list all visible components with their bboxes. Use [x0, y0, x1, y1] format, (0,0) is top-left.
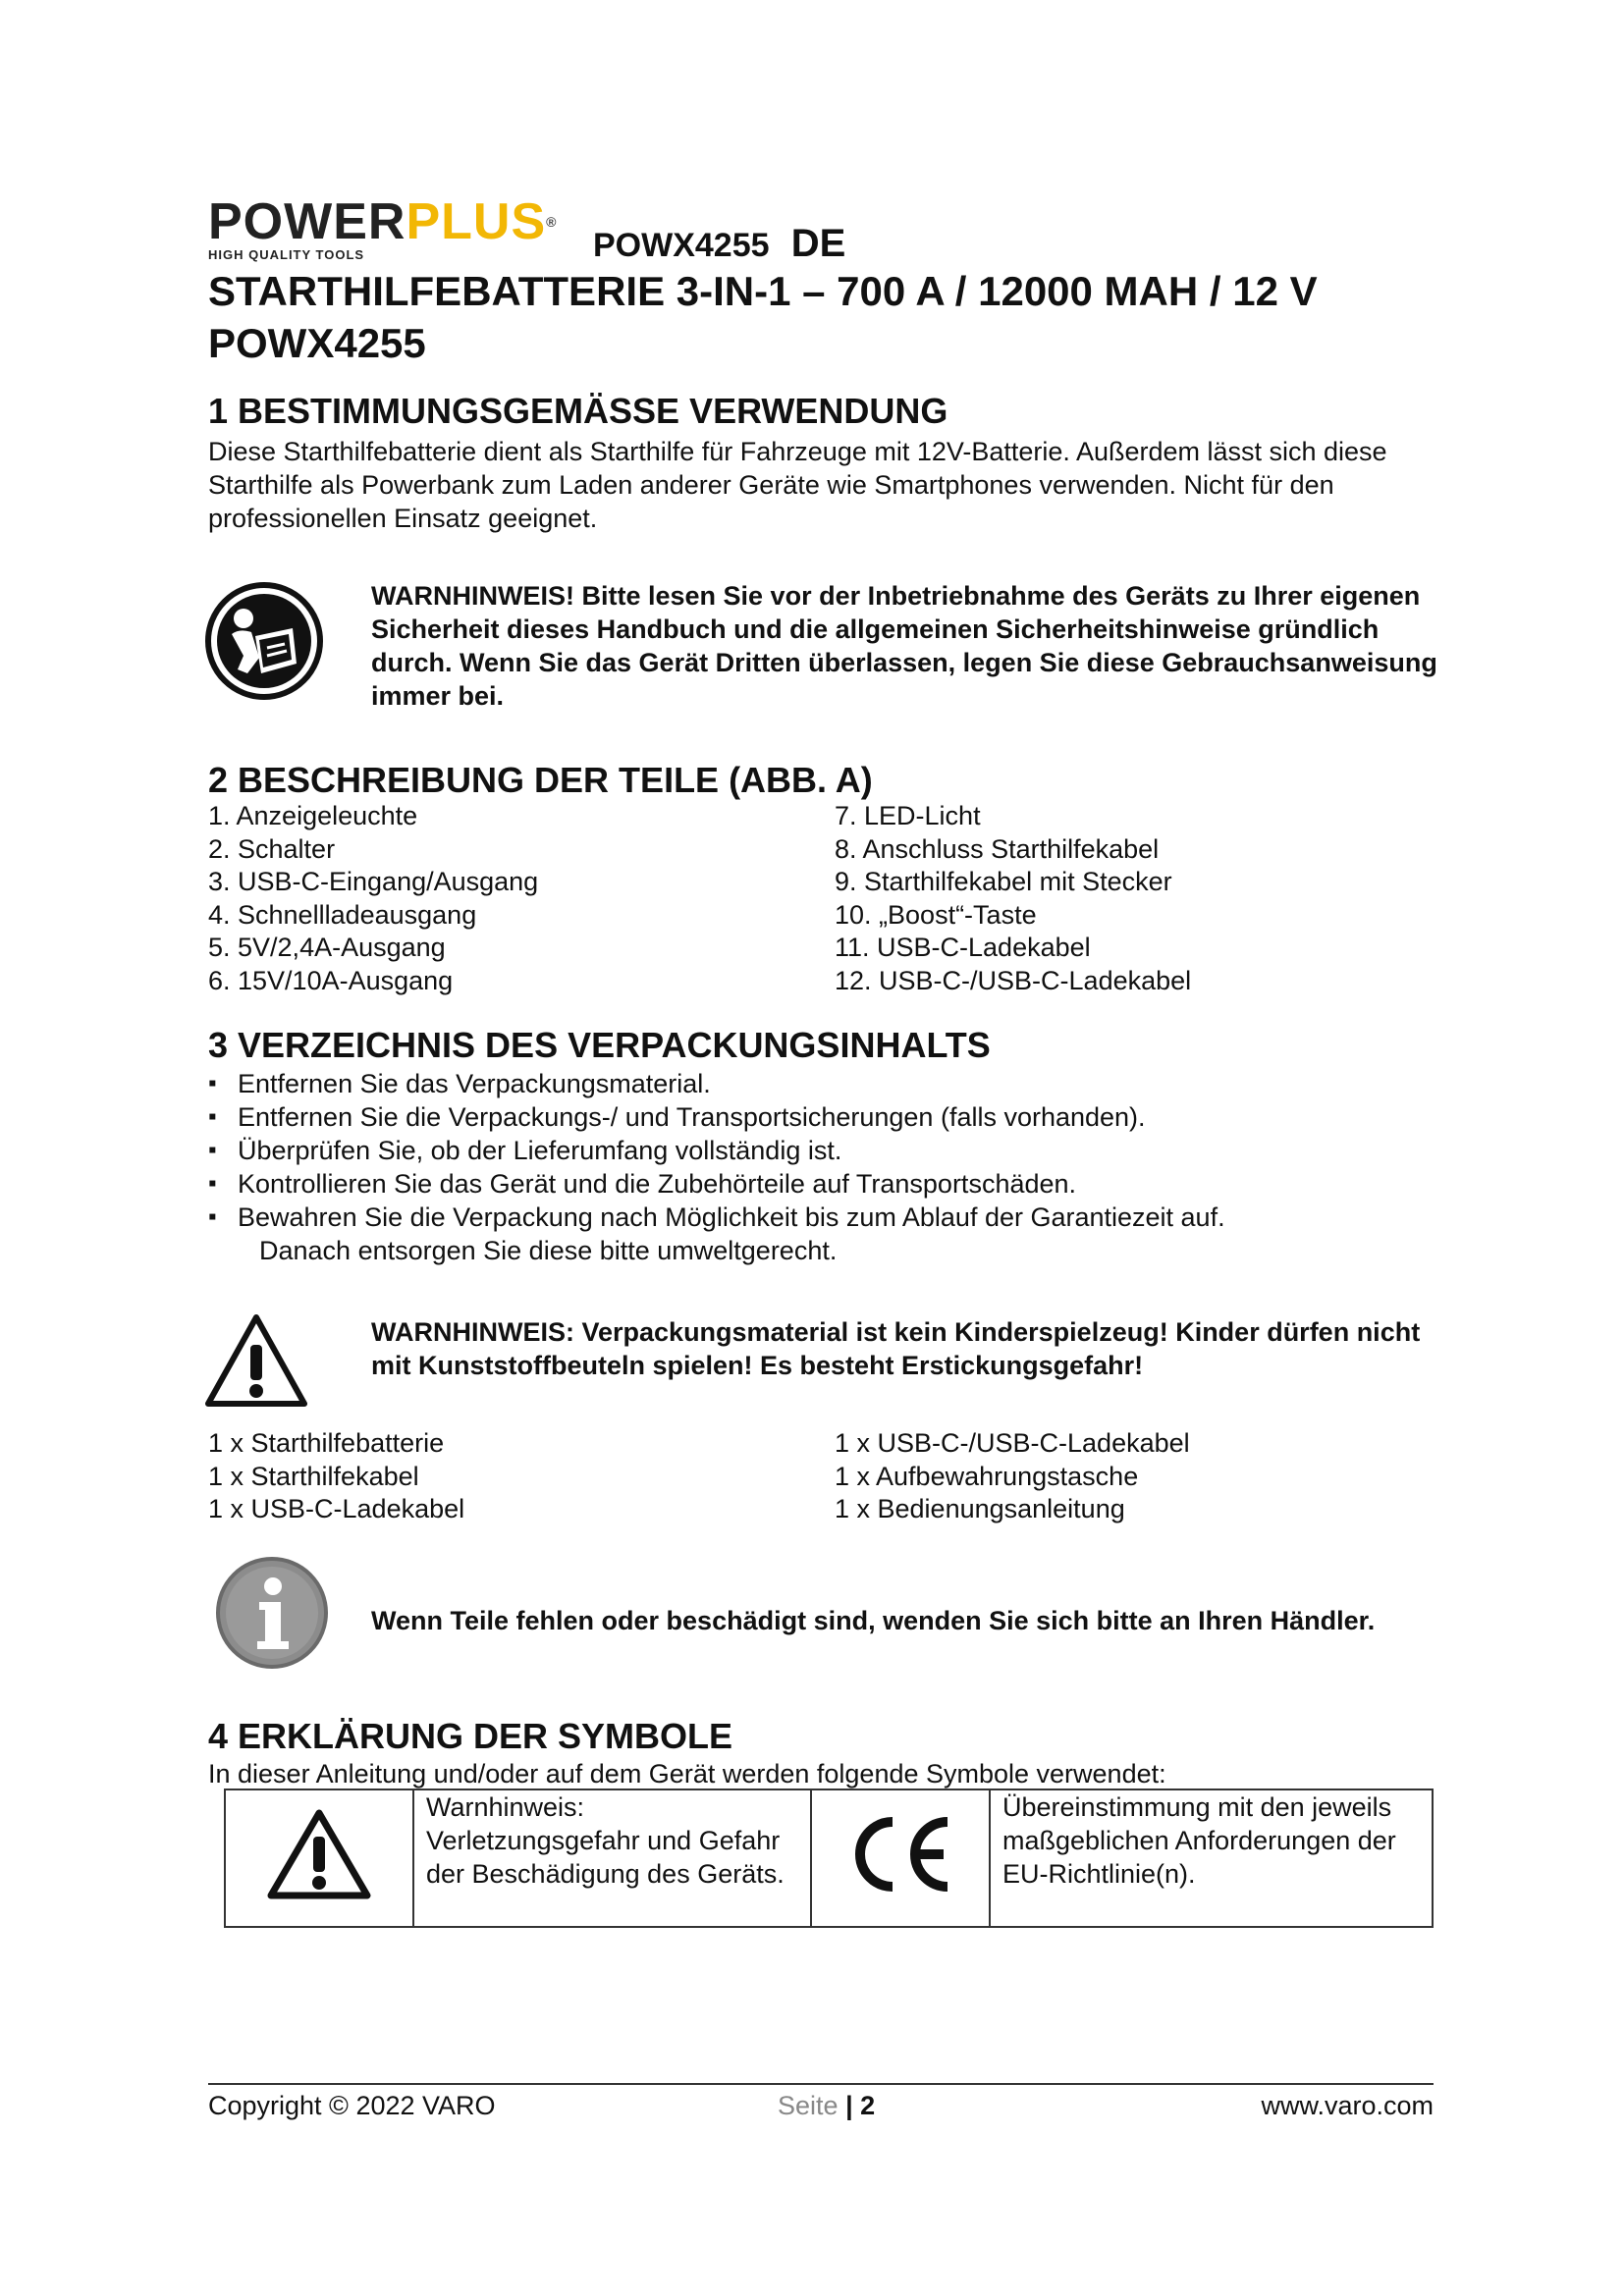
list-item: ▪ Entfernen Sie das Verpackungsmaterial.	[208, 1067, 1445, 1100]
ce-mark-icon	[841, 1875, 959, 1904]
table-cell	[811, 1789, 990, 1927]
list-item: 1 x USB-C-Ladekabel	[208, 1494, 465, 1523]
warning-packaging-text: WARNHINWEIS: Verpackungsmaterial ist kein Kinderspielzeug! Kinder dürfen nicht mit Kunststoffbeuteln spielen! Es besteht Erstickungsgefahr!	[371, 1317, 1421, 1380]
package-contents-right	[835, 1427, 1443, 1526]
logo-registered-mark: ®	[546, 214, 558, 230]
section-1-heading: 1 BESTIMMUNGSGEMÄSSE VERWENDUNG	[208, 391, 948, 431]
model-number: POWX4255	[593, 227, 770, 264]
footer-page-number	[778, 2091, 875, 2121]
model-language-header	[593, 222, 845, 266]
list-item: 9. Starthilfekabel mit Stecker	[835, 867, 1172, 896]
table-cell	[225, 1789, 413, 1927]
list-item: ▪ Bewahren Sie die Verpackung nach Möglichkeit bis zum Ablauf der Garantiezeit auf.	[208, 1201, 1445, 1234]
list-item: 6. 15V/10A-Ausgang	[208, 965, 454, 995]
page-separator: |	[845, 2091, 853, 2120]
list-item: 1 x Aufbewahrungstasche	[835, 1461, 1139, 1491]
list-item: 10. „Boost“-Taste	[835, 899, 1037, 930]
list-item: 4. Schnellladeausgang	[208, 899, 477, 930]
footer-copyright: Copyright © 2022 VARO	[208, 2091, 496, 2120]
table-cell: Warnhinweis: Verletzungsgefahr und Gefahr der Beschädigung des Geräts.	[413, 1789, 811, 1927]
section-4-intro: In dieser Anleitung und/oder auf dem Gerät werden folgende Symbole verwendet:	[208, 1759, 1166, 1789]
list-item: 1 x Starthilfebatterie	[208, 1428, 445, 1458]
language-code: DE	[790, 222, 846, 265]
logo-word-plus: PLUS	[406, 193, 547, 250]
list-item-continuation: Danach entsorgen Sie diese bitte umweltgerecht.	[259, 1236, 838, 1265]
table-cell: Übereinstimmung mit den jeweils maßgeblichen Anforderungen der EU-Richtlinie(n).	[990, 1789, 1433, 1927]
parts-list-right	[835, 800, 1443, 997]
logo-tagline: HIGH QUALITY TOOLS	[208, 247, 365, 262]
list-item: 1 x Bedienungsanleitung	[835, 1494, 1125, 1523]
section-3-heading: 3 VERZEICHNIS DES VERPACKUNGSINHALTS	[208, 1025, 991, 1065]
page-number: 2	[860, 2091, 876, 2120]
powerplus-logo	[208, 193, 581, 262]
read-manual-icon	[202, 579, 326, 703]
list-item: 7. LED-Licht	[835, 801, 981, 830]
footer-divider	[208, 2083, 1434, 2085]
list-item: 1. Anzeigeleuchte	[208, 801, 418, 830]
list-item: ▪ Kontrollieren Sie das Gerät und die Zubehörteile auf Transportschäden.	[208, 1167, 1445, 1201]
list-item: 11. USB-C-Ladekabel	[835, 933, 1091, 962]
list-item: 1 x USB-C-/USB-C-Ladekabel	[835, 1428, 1190, 1458]
logo-word-power: POWER	[208, 193, 406, 250]
info-icon	[214, 1555, 330, 1671]
list-item: ▪ Entfernen Sie die Verpackungs-/ und Transportsicherungen (falls vorhanden).	[208, 1100, 1445, 1134]
list-item: ▪ Überprüfen Sie, ob der Lieferumfang vollständig ist.	[208, 1134, 1445, 1167]
warning-triangle-icon	[202, 1311, 310, 1410]
list-item: 3. USB-C-Eingang/Ausgang	[208, 867, 539, 896]
warning-triangle-icon	[265, 1878, 373, 1907]
section-1-text: Diese Starthilfebatterie dient als Starthilfe für Fahrzeuge mit 12V-Batterie. Außerdem lässt sich diese Starthilfe als Powerbank zum Laden anderer Geräte wie Smartphones verwenden. Nicht für den professionellen Einsatz geeignet.	[208, 437, 1387, 533]
list-item: 1 x Starthilfekabel	[208, 1461, 419, 1491]
parts-list-left	[208, 800, 817, 997]
list-item: 8. Anschluss Starthilfekabel	[835, 833, 1160, 864]
footer-website: www.varo.com	[1261, 2091, 1434, 2120]
info-missing-parts-text: Wenn Teile fehlen oder beschädigt sind, wenden Sie sich bitte an Ihren Händler.	[371, 1606, 1376, 1635]
list-item: 5. 5V/2,4A-Ausgang	[208, 933, 446, 962]
page-title: STARTHILFEBATTERIE 3-IN-1 – 700 A / 12000 MAH / 12 V POWX4255	[208, 268, 1318, 366]
table-row	[225, 1789, 1433, 1927]
section-2-heading: 2 BESCHREIBUNG DER TEILE (ABB. A)	[208, 760, 873, 800]
page-label: Seite	[778, 2091, 839, 2120]
warning-read-manual-text: WARNHINWEIS! Bitte lesen Sie vor der Inbetriebnahme des Geräts zu Ihrer eigenen Sicherheit dieses Handbuch und die allgemeinen Sicherheitshinweise gründlich durch. Wenn Sie das Gerät Dritten überlassen, legen Sie diese Gebrauchsanweisung immer bei.	[371, 581, 1437, 711]
unpacking-bullet-list	[208, 1067, 1445, 1267]
list-item: 12. USB-C-/USB-C-Ladekabel	[835, 965, 1192, 995]
symbols-table	[224, 1789, 1434, 1928]
package-contents-left	[208, 1427, 817, 1526]
section-4-heading: 4 ERKLÄRUNG DER SYMBOLE	[208, 1716, 733, 1756]
list-item: 2. Schalter	[208, 833, 336, 864]
